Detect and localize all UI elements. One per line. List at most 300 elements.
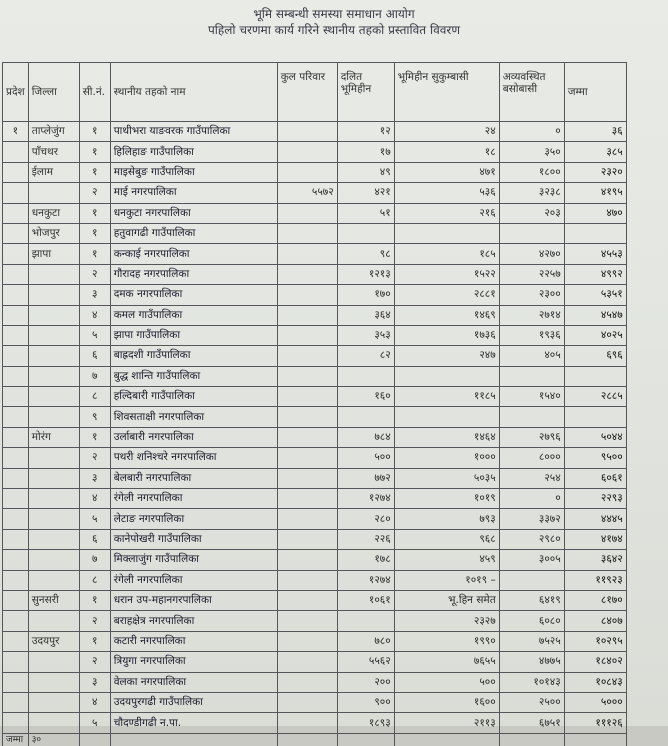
cell-dalit: ३५३ [337,325,394,345]
cell-total: २८८५ [564,387,626,407]
cell-landless: ५०३५ [394,468,499,488]
cell-serial: ३ [79,468,110,488]
table-row [3,529,627,549]
cell-district: उदयपुर [28,631,79,651]
cell-total: ८४०७ [564,611,626,631]
cell-unmanaged: ० [499,122,564,142]
cell-unmanaged [499,407,564,427]
cell-name: कटारी नगरपालिका [110,631,277,651]
cell-total-family [277,223,337,243]
cell-total-family [277,529,337,549]
cell-district [28,489,79,509]
cell-unmanaged: २९८० [499,529,564,549]
cell-dalit: ५१ [337,203,394,223]
cell-name: झापा गाउँपालिका [110,325,277,345]
cell-province [3,223,29,243]
cell-district [28,448,79,468]
cell-district [28,407,79,427]
cell-district [28,713,79,733]
cell-landless [394,366,499,386]
cell-total: ३८५ [564,142,626,162]
cell-district [28,529,79,549]
cell-dalit: १२१३ [337,264,394,284]
cell-serial: १ [79,122,110,142]
cell-landless: १९९० [394,631,499,651]
cell-name: हल्दिबारी गाउँपालिका [110,387,277,407]
cell-serial: २ [79,183,110,203]
cell-district [28,387,79,407]
cell-district: झापा [28,244,79,264]
cell-total: ६०६१ [564,468,626,488]
cell-total: १०२९५ [564,631,626,651]
table-row [3,387,627,407]
cell-unmanaged: १५४० [499,387,564,407]
cell-dalit: ७७२ [337,468,394,488]
table-row [3,509,627,529]
cell-province [3,550,29,570]
table-row [3,692,627,712]
cell-province [3,366,29,386]
table-row [3,672,627,692]
cell-landless: २११३ [394,713,499,733]
cell-unmanaged: २५०० [499,692,564,712]
cell-district [28,325,79,345]
cell-total [564,407,626,427]
cell-name: रंगेली नगरपालिका [110,489,277,509]
cell-total: ९५०० [564,448,626,468]
cell-unmanaged: ६०८० [499,611,564,631]
cell-province [3,448,29,468]
cell-dalit: २०० [337,672,394,692]
cell-unmanaged [499,223,564,243]
cell-district [28,652,79,672]
cell-serial: २ [79,611,110,631]
cell-total-family [277,407,337,427]
cell-total: ४०२५ [564,325,626,345]
col-header-total-family: कुल परिवार [277,63,337,122]
cell-serial: १ [79,244,110,264]
cell-serial: ७ [79,366,110,386]
cell-name: हिलिहाङ गाउँपालिका [110,142,277,162]
cell-district [28,183,79,203]
table-row [3,346,627,366]
cell-dalit: १७८ [337,550,394,570]
cell-total-family [277,285,337,305]
cell-total-family [277,652,337,672]
header-title: भूमि सम्बन्धी समस्या समाधान आयोग [253,7,415,21]
cell-dalit: १७ [337,142,394,162]
cell-unmanaged: ४२७० [499,244,564,264]
table-row [3,590,627,610]
cell-dalit: ५०० [337,448,394,468]
cell-name: माइसेबुङ गाउँपालिका [110,162,277,182]
cell-total-family [277,672,337,692]
cell-dalit: ९८ [337,244,394,264]
cell-name: गौरादह नगरपालिका [110,264,277,284]
cell-name: पथरी शनिश्चरे नगरपालिका [110,448,277,468]
cell-district [28,550,79,570]
cell-unmanaged: ३३७२ [499,509,564,529]
cell-serial: ५ [79,713,110,733]
cell-total [564,366,626,386]
table-row [3,244,627,264]
cell-district: ईलाम [28,162,79,182]
cell-district [28,346,79,366]
cell-serial: २ [79,652,110,672]
cell-total-family [277,692,337,712]
landless-table [2,62,627,746]
cell-unmanaged: ६७५१ [499,713,564,733]
cell-province [3,631,29,651]
col-header-total: जम्मा [564,63,626,122]
cell-serial: ४ [79,305,110,325]
cell-dalit: २२६ [337,529,394,549]
table-row [3,713,627,733]
cell-name: उर्लाबारी नगरपालिका [110,427,277,447]
cell-province [3,346,29,366]
cell-unmanaged [499,366,564,386]
cell-unmanaged: २०३ [499,203,564,223]
cell-province [3,489,29,509]
cell-landless: १८५ [394,244,499,264]
cell-total-family [277,631,337,651]
table-row [3,162,627,182]
table-row [3,305,627,325]
cell-total: ५००० [564,692,626,712]
cell-dalit: ९०० [337,692,394,712]
cell-province [3,529,29,549]
cell-district [28,468,79,488]
cell-total-family [277,713,337,733]
table-row [3,427,627,447]
cell-serial: २ [79,448,110,468]
cell-total-family [277,509,337,529]
cell-name: लेटाङ नगरपालिका [110,509,277,529]
cell-unmanaged: २७९६ [499,427,564,447]
cell-total-family [277,244,337,264]
table-row [3,223,627,243]
cell-name: हतुवागढी गाउँपालिका [110,223,277,243]
cell-province [3,509,29,529]
cell-serial: १ [79,590,110,610]
cell-unmanaged: ७५२५ [499,631,564,651]
cell-province [3,183,29,203]
cell-province [3,427,29,447]
cell-serial: १ [79,203,110,223]
cell-unmanaged: ० [499,489,564,509]
cell-name: मिक्लाजुंग गाउँपालिका [110,550,277,570]
cell-serial: ८ [79,570,110,590]
table-row [3,631,627,651]
cell-name: पाथीभरा याङवरक गाउँपालिका [110,122,277,142]
cell-name: बाह्रदशी गाउँपालिका [110,346,277,366]
cell-total: ४१७४ [564,529,626,549]
cell-name: बुद्ध शान्ति गाउँपालिका [110,366,277,386]
cell-district: धनकुटा [28,203,79,223]
cell-province [3,611,29,631]
cell-unmanaged: १०१४३ [499,672,564,692]
cell-dalit: ४९ [337,162,394,182]
cell-province [3,672,29,692]
cell-province [3,468,29,488]
cell-serial: ७ [79,550,110,570]
cell-name: वेलका नगरपालिका [110,672,277,692]
table-row [3,550,627,570]
cell-province [3,407,29,427]
cell-serial: ३ [79,285,110,305]
cell-total: २२९३ [564,489,626,509]
cell-total-family: ५५७२ [277,183,337,203]
cell-landless: २३२७ [394,611,499,631]
cell-landless: ११८५ [394,387,499,407]
col-header-serial: सी.नं. [79,63,110,122]
cell-dalit: ४२१ [337,183,394,203]
cell-total: ८१७० [564,590,626,610]
table-row [3,183,627,203]
col-header-landless: भूमिहीन सुकुम्बासी [394,63,499,122]
cell-unmanaged: २३०० [499,285,564,305]
cell-landless: १८ [394,142,499,162]
cell-district [28,285,79,305]
cell-total-family [277,142,337,162]
cell-name: माई नगरपालिका [110,183,277,203]
cell-landless: १४६४ [394,427,499,447]
cell-landless: ४५९ [394,550,499,570]
cell-landless: १०१९ – [394,570,499,590]
cell-serial: ४ [79,692,110,712]
table-footer-row [3,733,627,746]
cell-unmanaged: ३००५ [499,550,564,570]
cell-total-family [277,590,337,610]
cell-unmanaged: ६४१९ [499,590,564,610]
table-row [3,142,627,162]
table-row [3,570,627,590]
cell-landless: ४७१ [394,162,499,182]
cell-name: चौदण्डीगढी न.पा. [110,713,277,733]
table-header-row [3,63,627,122]
cell-unmanaged: २२५७ [499,264,564,284]
cell-province [3,142,29,162]
cell-total: ४१९५ [564,183,626,203]
cell-unmanaged: १९३६ [499,325,564,345]
cell-province [3,305,29,325]
footer-value: ३० [28,733,79,746]
cell-province [3,570,29,590]
cell-landless: ७९३ [394,509,499,529]
cell-total-family [277,387,337,407]
cell-dalit: १६० [337,387,394,407]
cell-total-family [277,570,337,590]
cell-landless: २४७ [394,346,499,366]
cell-serial: १ [79,162,110,182]
cell-total: ६९६ [564,346,626,366]
table-row [3,203,627,223]
cell-landless: १७३६ [394,325,499,345]
cell-name: धरान उप-महानगरपालिका [110,590,277,610]
cell-unmanaged: ३२३८ [499,183,564,203]
cell-dalit: १७० [337,285,394,305]
col-header-district: जिल्ला [28,63,79,122]
cell-district [28,692,79,712]
cell-name: त्रियुगा नगरपालिका [110,652,277,672]
cell-unmanaged: ४७७५ [499,652,564,672]
cell-province [3,162,29,182]
cell-province [3,713,29,733]
cell-landless: ५०० [394,672,499,692]
cell-serial: ४ [79,489,110,509]
cell-landless: १६०० [394,692,499,712]
cell-serial: ३ [79,672,110,692]
cell-province [3,244,29,264]
table-row [3,448,627,468]
col-header-unmanaged: अव्यवस्थित बसोबासी [499,63,564,122]
cell-district: पाँचथर [28,142,79,162]
header-subtitle: पहिलो चरणमा कार्य गरिने स्थानीय तहको प्रस्तावित विवरण [207,23,460,37]
cell-name: बराहक्षेत्र नगरपालिका [110,611,277,631]
cell-total-family [277,162,337,182]
cell-total-family [277,346,337,366]
cell-total: ५३५१ [564,285,626,305]
cell-name: धनकुटा नगरपालिका [110,203,277,223]
table-row [3,285,627,305]
cell-dalit: १२७४ [337,570,394,590]
cell-total: ४५५३ [564,244,626,264]
cell-landless: २१६ [394,203,499,223]
cell-unmanaged: २७१४ [499,305,564,325]
cell-total: ३६४२ [564,550,626,570]
cell-name: दमक नगरपालिका [110,285,277,305]
cell-serial: ९ [79,407,110,427]
cell-unmanaged: २५४ [499,468,564,488]
cell-total-family [277,366,337,386]
table-body [3,122,627,734]
cell-dalit [337,611,394,631]
cell-landless: भू.हिन समेत [394,590,499,610]
cell-total-family [277,611,337,631]
cell-landless: ९६८ [394,529,499,549]
cell-province [3,203,29,223]
cell-landless: २४ [394,122,499,142]
cell-dalit: ७८४ [337,427,394,447]
cell-total: ४९९२ [564,264,626,284]
cell-dalit: १२ [337,122,394,142]
cell-total-family [277,448,337,468]
cell-name: कानेपोखरी गाउँपालिका [110,529,277,549]
cell-dalit: १८९३ [337,713,394,733]
cell-district: भोजपुर [28,223,79,243]
cell-dalit [337,223,394,243]
cell-province [3,387,29,407]
cell-total-family [277,122,337,142]
document-header [0,6,668,38]
cell-unmanaged: १८०० [499,162,564,182]
cell-serial: १ [79,142,110,162]
cell-landless: १४६९ [394,305,499,325]
cell-total: १०८४३ [564,672,626,692]
cell-dalit: ७८० [337,631,394,651]
cell-district [28,305,79,325]
cell-dalit: २८० [337,509,394,529]
cell-total: ११९२३ [564,570,626,590]
cell-serial: १ [79,223,110,243]
cell-name: कन्काई नगरपालिका [110,244,277,264]
cell-landless [394,407,499,427]
cell-total: ४७० [564,203,626,223]
table-row [3,366,627,386]
cell-landless: १०१९ [394,489,499,509]
cell-total-family [277,203,337,223]
cell-total: १११२६ [564,713,626,733]
cell-unmanaged: ८००० [499,448,564,468]
cell-unmanaged [499,570,564,590]
cell-province [3,285,29,305]
cell-total-family [277,550,337,570]
cell-province [3,590,29,610]
cell-district [28,672,79,692]
table-row [3,325,627,345]
table-row [3,407,627,427]
cell-province: १ [3,122,29,142]
cell-province [3,264,29,284]
cell-total [564,223,626,243]
cell-unmanaged: ४०५ [499,346,564,366]
cell-serial: ६ [79,529,110,549]
col-header-province: प्रदेश [3,63,29,122]
cell-landless [394,223,499,243]
cell-dalit [337,366,394,386]
table-row [3,468,627,488]
cell-landless: १००० [394,448,499,468]
table-row [3,122,627,142]
cell-name: रंगेली नगरपालिका [110,570,277,590]
table-row [3,652,627,672]
col-header-name: स्थानीय तहको नाम [110,63,277,122]
cell-landless: १५२२ [394,264,499,284]
footer-label: जम्मा [3,733,29,746]
cell-dalit: ५५६२ [337,652,394,672]
cell-total-family [277,489,337,509]
cell-name: कमल गाउँपालिका [110,305,277,325]
cell-total-family [277,325,337,345]
cell-total: ३६ [564,122,626,142]
cell-district [28,264,79,284]
cell-province [3,692,29,712]
table-row [3,489,627,509]
cell-serial: १ [79,427,110,447]
cell-district: ताप्लेजुंग [28,122,79,142]
cell-district: मोरंग [28,427,79,447]
table-row [3,264,627,284]
cell-district [28,509,79,529]
col-header-dalit: दलित भूमिहीन [337,63,394,122]
cell-district [28,570,79,590]
cell-name: बेलबारी नगरपालिका [110,468,277,488]
cell-total-family [277,305,337,325]
cell-dalit: १०६१ [337,590,394,610]
cell-serial: ५ [79,325,110,345]
cell-district [28,366,79,386]
cell-serial: ८ [79,387,110,407]
cell-serial: ५ [79,509,110,529]
table-row [3,611,627,631]
cell-landless: ७६५५ [394,652,499,672]
cell-total: ४४४५ [564,509,626,529]
cell-landless: २८८१ [394,285,499,305]
cell-name: शिवसताक्षी नगरपालिका [110,407,277,427]
cell-total-family [277,427,337,447]
cell-total-family [277,264,337,284]
cell-district: सुनसरी [28,590,79,610]
